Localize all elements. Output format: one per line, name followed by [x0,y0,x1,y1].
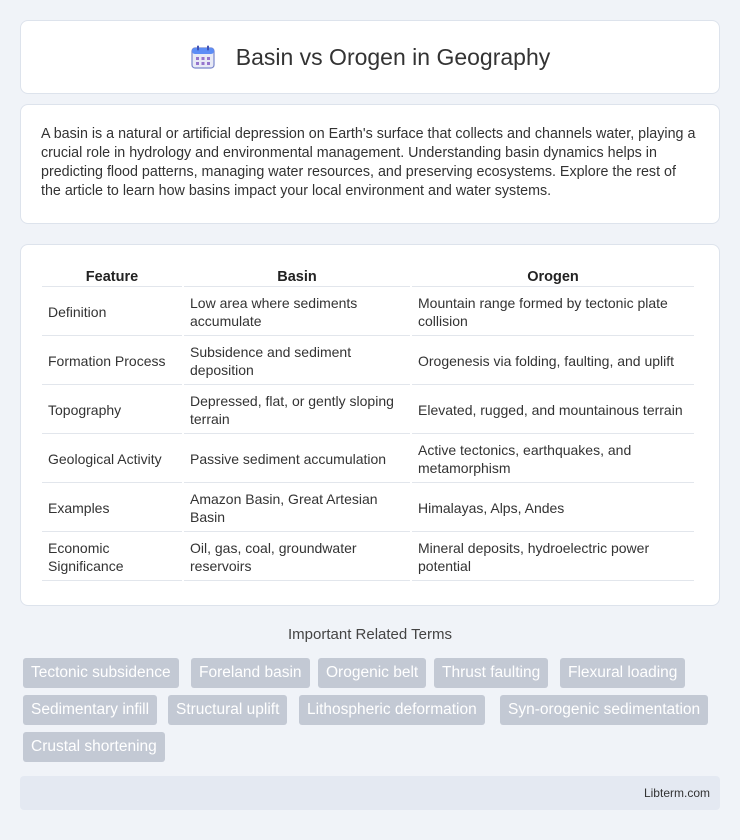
footer [20,776,720,810]
term-tag[interactable]: Crustal shortening [23,732,165,762]
orogen-cell: Himalayas, Alps, Andes [412,485,694,532]
related-terms-title: Important Related Terms [288,626,452,643]
feature-cell: Formation Process [42,338,182,385]
term-tag[interactable]: Syn-orogenic sedimentation [500,695,708,725]
intro-card [20,104,720,224]
basin-cell: Amazon Basin, Great Artesian Basin [184,485,410,532]
table-row [42,436,694,483]
orogen-cell: Mineral deposits, hydroelectric power potential [412,534,694,581]
page-title: Basin vs Orogen in Geography [235,43,551,70]
term-tag[interactable]: Lithospheric deformation [299,695,485,725]
table-row [42,289,694,336]
orogen-cell: Active tectonics, earthquakes, and metamorphism [412,436,694,483]
basin-cell: Passive sediment accumulation [184,436,410,483]
column-header: Orogen [412,265,694,287]
column-header: Feature [42,265,182,287]
comparison-table [40,263,696,583]
term-tag[interactable]: Structural uplift [168,695,287,725]
term-tag[interactable]: Sedimentary infill [23,695,157,725]
term-tag[interactable]: Flexural loading [560,658,685,688]
feature-cell: Examples [42,485,182,532]
term-tag[interactable]: Tectonic subsidence [23,658,179,688]
calendar-icon [190,44,216,70]
feature-cell: Topography [42,387,182,434]
intro-text: A basin is a natural or artificial depression on Earth's surface that collects and channels water, playing a crucial role in hydrology and environmental management. Understanding basin dynamics helps in predicting flood patterns, managing water resources, and preserving ecosystems. Explore the rest of the article to learn how basins impact your local environment and water systems. [41,126,696,199]
column-header: Basin [184,265,410,287]
comparison-card [20,244,720,606]
orogen-cell: Mountain range formed by tectonic plate collision [412,289,694,336]
term-tag[interactable]: Orogenic belt [318,658,426,688]
basin-cell: Low area where sediments accumulate [184,289,410,336]
basin-cell: Oil, gas, coal, groundwater reservoirs [184,534,410,581]
basin-cell: Depressed, flat, or gently sloping terrain [184,387,410,434]
orogen-cell: Orogenesis via folding, faulting, and uplift [412,338,694,385]
table-header-row [42,265,694,287]
feature-cell: Definition [42,289,182,336]
feature-cell: Geological Activity [42,436,182,483]
orogen-cell: Elevated, rugged, and mountainous terrain [412,387,694,434]
table-row [42,387,694,434]
table-row [42,485,694,532]
feature-cell: Economic Significance [42,534,182,581]
footer-link[interactable]: Libterm.com [643,786,710,800]
header-card [20,20,720,94]
table-row [42,534,694,581]
basin-cell: Subsidence and sediment deposition [184,338,410,385]
table-row [42,338,694,385]
term-tag[interactable]: Foreland basin [191,658,310,688]
term-tag[interactable]: Thrust faulting [434,658,548,688]
